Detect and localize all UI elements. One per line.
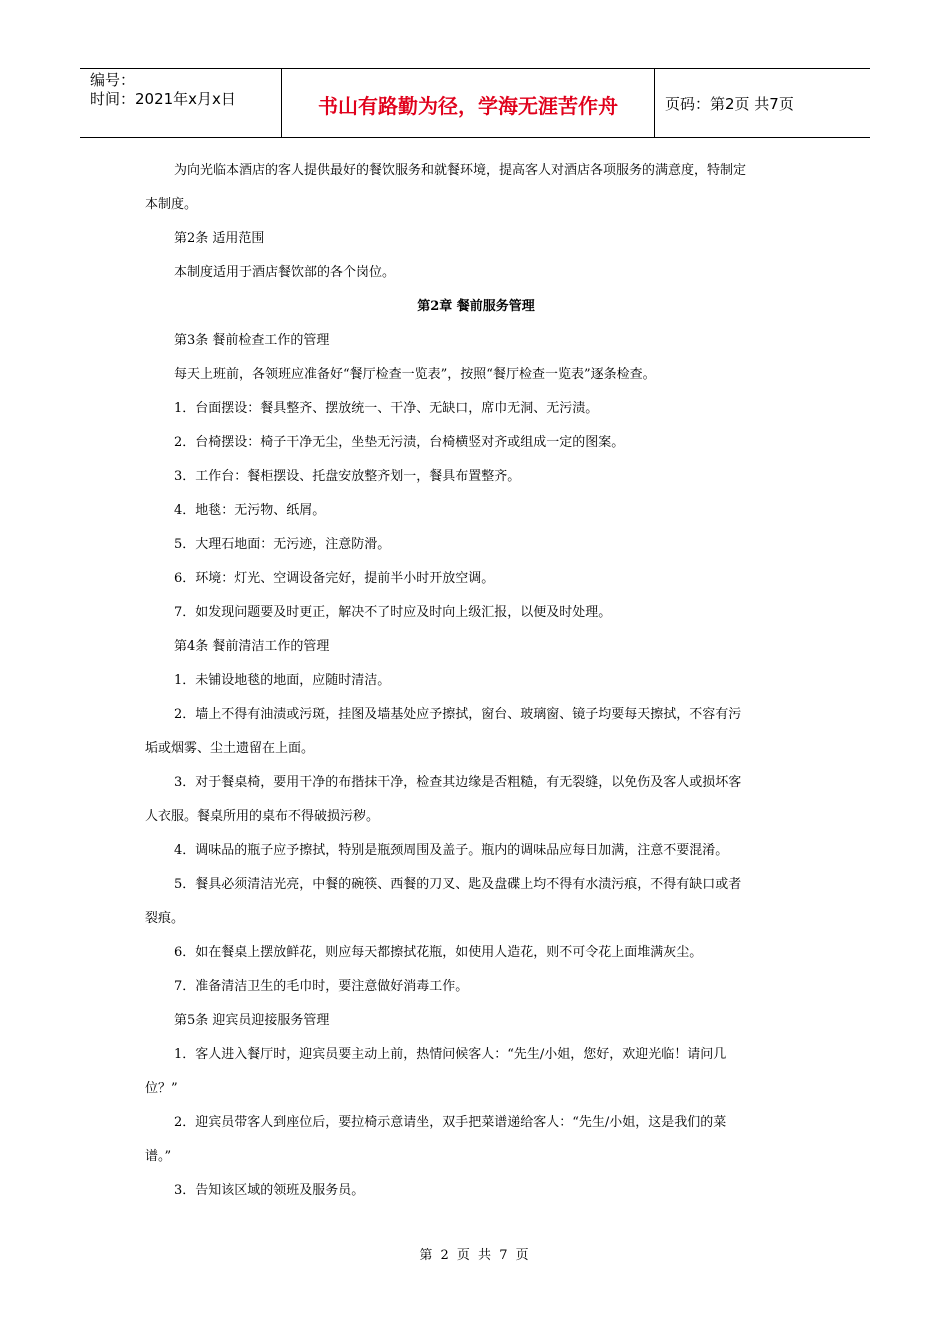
list-item: 4．调味品的瓶子应予擦拭，特别是瓶颈周围及盖子。瓶内的调味品应每日加满，注意不要混淆。 bbox=[174, 843, 729, 858]
list-item: 1．未铺设地毯的地面，应随时清洁。 bbox=[174, 673, 391, 688]
list-item: 5．大理石地面：无污迹，注意防滑。 bbox=[174, 537, 391, 552]
list-item: 3．告知该区域的领班及服务员。 bbox=[174, 1183, 365, 1198]
document-number-label: 编号： bbox=[90, 71, 136, 89]
chapter-heading: 第2章 餐前服务管理 bbox=[417, 299, 535, 314]
footer-page-number: 第 2 页 共 7 页 bbox=[419, 1248, 531, 1263]
article-heading: 第4条 餐前清洁工作的管理 bbox=[174, 639, 330, 654]
header-motto-cell bbox=[282, 69, 655, 137]
page-header bbox=[80, 68, 870, 138]
motto-text: 书山有路勤为径，学海无涯苦作舟 bbox=[318, 93, 618, 118]
list-item: 6．环境：灯光、空调设备完好，提前半小时开放空调。 bbox=[174, 571, 495, 586]
list-item-continuation: 人衣服。餐桌所用的桌布不得破损污秽。 bbox=[145, 809, 380, 824]
paragraph-line: 本制度。 bbox=[145, 197, 198, 212]
list-item: 3．对于餐桌椅，要用干净的布揩抹干净，检查其边缘是否粗糙，有无裂缝，以免伤及客人或损坏客 bbox=[174, 775, 742, 790]
header-left-cell bbox=[80, 69, 282, 137]
page-footer bbox=[0, 1244, 950, 1263]
list-item: 7．如发现问题要及时更正，解决不了时应及时向上级汇报，以便及时处理。 bbox=[174, 605, 612, 620]
list-item: 6．如在餐桌上摆放鲜花，则应每天都擦拭花瓶，如使用人造花，则不可令花上面堆满灰尘。 bbox=[174, 945, 703, 960]
list-item-continuation: 裂痕。 bbox=[145, 911, 185, 926]
paragraph-line: 每天上班前，各领班应准备好“餐厅检查一览表”，按照“餐厅检查一览表”逐条检查。 bbox=[174, 367, 656, 382]
article-heading: 第5条 迎宾员迎接服务管理 bbox=[174, 1013, 330, 1028]
list-item-continuation: 谱。” bbox=[145, 1149, 172, 1164]
list-item-continuation: 位？” bbox=[145, 1081, 178, 1096]
page-number-label: 页码：第2页 共7页 bbox=[665, 94, 794, 113]
list-item: 4．地毯：无污物、纸屑。 bbox=[174, 503, 326, 518]
list-item: 1．客人进入餐厅时，迎宾员要主动上前，热情问候客人：“先生/小姐，您好，欢迎光临！请问几 bbox=[174, 1047, 727, 1062]
paragraph-line: 本制度适用于酒店餐饮部的各个岗位。 bbox=[174, 265, 396, 280]
article-heading: 第2条 适用范围 bbox=[174, 231, 265, 246]
list-item: 1．台面摆设：餐具整齐、摆放统一、干净、无缺口，席巾无洞、无污渍。 bbox=[174, 401, 599, 416]
document-body bbox=[145, 154, 807, 1208]
list-item: 3．工作台：餐柜摆设、托盘安放整齐划一，餐具布置整齐。 bbox=[174, 469, 521, 484]
list-item: 7．准备清洁卫生的毛巾时，要注意做好消毒工作。 bbox=[174, 979, 469, 994]
date-label: 时间：2021年x月x日 bbox=[90, 90, 236, 108]
list-item: 2．墙上不得有油渍或污斑，挂图及墙基处应予擦拭，窗台、玻璃窗、镜子均要每天擦拭，不容有污 bbox=[174, 707, 742, 722]
header-right-cell bbox=[655, 69, 870, 137]
list-item-continuation: 垢或烟雾、尘土遗留在上面。 bbox=[145, 741, 315, 756]
list-item: 5．餐具必须清洁光亮，中餐的碗筷、西餐的刀叉、匙及盘碟上均不得有水渍污痕，不得有缺口或者 bbox=[174, 877, 742, 892]
list-item: 2．迎宾员带客人到座位后，要拉椅示意请坐，双手把菜谱递给客人：“先生/小姐，这是我们的菜 bbox=[174, 1115, 727, 1130]
list-item: 2．台椅摆设：椅子干净无尘，坐垫无污渍，台椅横竖对齐或组成一定的图案。 bbox=[174, 435, 625, 450]
paragraph-line: 为向光临本酒店的客人提供最好的餐饮服务和就餐环境，提高客人对酒店各项服务的满意度，特制定 bbox=[174, 163, 747, 178]
article-heading: 第3条 餐前检查工作的管理 bbox=[174, 333, 330, 348]
